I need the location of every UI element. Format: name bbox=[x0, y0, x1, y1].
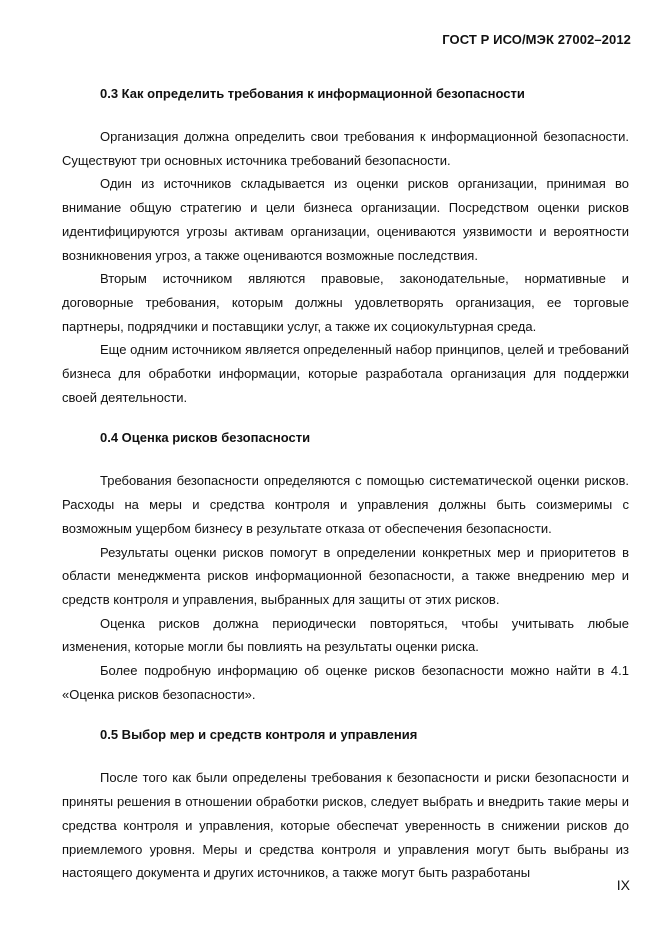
section-0-4 bbox=[62, 428, 629, 706]
paragraph: После того как были определены требования к безопасности и риски безопасности и приняты решения в отношении обработки рисков, следует выбрать и внедрить такие меры и средства контроля и управления, которые обеспечат уверенность в снижении рисков до приемлемого уровня. Меры и средства контроля и управления могут быть выбраны из настоящего документа и других источников, а также могут быть разработаны bbox=[62, 770, 629, 881]
section-heading: 0.3 Как определить требования к информационной безопасности bbox=[100, 86, 525, 101]
section-0-3 bbox=[62, 84, 629, 409]
paragraph: Требования безопасности определяются с помощью систематической оценки рисков. Расходы на меры и средства контроля и управления должны быть соизмеримы с возможным ущербом бизнесу в результате отказа от обеспечения безопасности. bbox=[62, 473, 629, 536]
paragraph: Более подробную информацию об оценке рисков безопасности можно найти в 4.1 «Оценка рисков безопасности». bbox=[62, 663, 629, 702]
section-heading: 0.4 Оценка рисков безопасности bbox=[100, 430, 311, 446]
paragraph: Один из источников складывается из оценки рисков организации, принимая во внимание общую стратегию и цели бизнеса организации. Посредством оценки рисков идентифицируются угрозы активам организации, оцениваются уязвимости и вероятности возникновения угроз, а также оцениваются возможные последствия. bbox=[62, 176, 629, 263]
section-0-5 bbox=[62, 725, 629, 885]
page-number: IX bbox=[616, 877, 630, 893]
standard-code-header: ГОСТ Р ИСО/МЭК 27002–2012 bbox=[442, 32, 631, 47]
section-heading: 0.5 Выбор мер и средств контроля и управления bbox=[100, 727, 418, 743]
paragraph: Вторым источником являются правовые, законодательные, нормативные и договорные требования, которым должны удовлетворять организация, ее торговые партнеры, подрядчики и поставщики услуг, а также их социокультурная среда. bbox=[62, 271, 629, 334]
paragraph: Оценка рисков должна периодически повторяться, чтобы учитывать любые изменения, которые могли бы повлиять на результаты оценки риска. bbox=[62, 615, 629, 655]
document-body bbox=[62, 84, 629, 904]
paragraph: Организация должна определить свои требования к информационной безопасности. Существуют три основных источника требований безопасности. bbox=[62, 129, 629, 168]
paragraph: Результаты оценки рисков помогут в определении конкретных мер и приоритетов в области менеджмента рисков информационной безопасности, а также внедрению мер и средств контроля и управления, выбранных для защиты от этих рисков. bbox=[62, 544, 629, 607]
paragraph: Еще одним источником является определенный набор принципов, целей и требований бизнеса для обработки информации, которые разработала организация для поддержки своей деятельности. bbox=[62, 342, 629, 405]
